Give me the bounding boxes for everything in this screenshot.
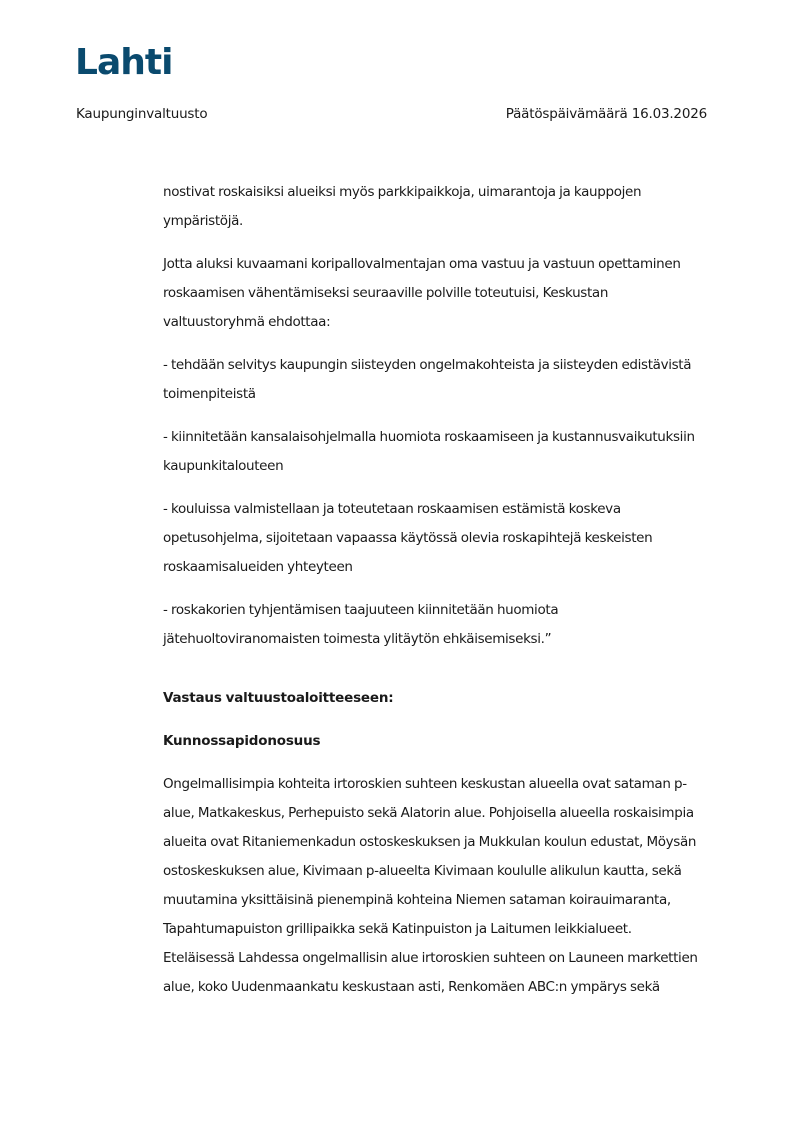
proposal-item-1 xyxy=(163,351,723,409)
response-heading: Vastaus valtuustoaloitteeseen: xyxy=(163,690,394,706)
text-line: jätehuoltoviranomaisten toimesta ylitäytön ehkäisemiseksi.” xyxy=(163,631,552,647)
text-line: valtuustoryhmä ehdottaa: xyxy=(163,314,331,330)
organ-name: Kaupunginvaltuusto xyxy=(76,106,208,122)
text-line: alue, koko Uudenmaankatu keskustaan asti, Renkomäen ABC:n ympärys sekä xyxy=(163,979,660,995)
lahti-logo: Lahti xyxy=(75,42,173,83)
text-line: Jotta aluksi kuvaamani koripallovalmentajan oma vastuu ja vastuun opettaminen xyxy=(163,256,681,272)
text-line: alue, Matkakeskus, Perhepuisto sekä Alatorin alue. Pohjoisella alueella roskaisimpia xyxy=(163,805,694,821)
subheading: Kunnossapidonosuus xyxy=(163,733,321,749)
paragraph-intro xyxy=(163,178,723,236)
text-line: kaupunkitalouteen xyxy=(163,458,284,474)
text-line: opetusohjelma, sijoitetaan vapaassa käytössä olevia roskapihtejä keskeisten xyxy=(163,530,653,546)
text-line: nostivat roskaisiksi alueiksi myös parkkipaikkoja, uimarantoja ja kauppojen xyxy=(163,184,642,200)
document-body xyxy=(163,178,723,1016)
text-line: - tehdään selvitys kaupungin siisteyden ongelmakohteista ja siisteyden edistävistä xyxy=(163,357,692,373)
text-line: - kouluissa valmistellaan ja toteutetaan roskaamisen estämistä koskeva xyxy=(163,501,621,517)
text-line: - kiinnitetään kansalaisohjelmalla huomiota roskaamiseen ja kustannusvaikutuksiin xyxy=(163,429,695,445)
text-line: toimenpiteistä xyxy=(163,386,256,402)
text-line: roskaamisen vähentämiseksi seuraaville polville toteutuisi, Keskustan xyxy=(163,285,609,301)
decision-date: Päätöspäivämäärä 16.03.2026 xyxy=(505,106,707,122)
paragraph-proposal xyxy=(163,250,723,337)
proposal-item-4 xyxy=(163,596,723,654)
text-line: alueita ovat Ritaniemenkadun ostoskeskuksen ja Mukkulan koulun edustat, Möysän xyxy=(163,834,697,850)
text-line: muutamina yksittäisinä pienempinä kohteina Niemen sataman koirauimaranta, xyxy=(163,892,671,908)
text-line: Ongelmallisimpia kohteita irtoroskien suhteen keskustan alueella ovat sataman p- xyxy=(163,776,687,792)
text-line: roskaamisalueiden yhteyteen xyxy=(163,559,353,575)
text-line: Tapahtumapuiston grillipaikka sekä Katinpuiston ja Laitumen leikkialueet. xyxy=(163,921,632,937)
proposal-item-3 xyxy=(163,495,723,582)
text-line: - roskakorien tyhjentämisen taajuuteen kiinnitetään huomiota xyxy=(163,602,559,618)
proposal-item-2 xyxy=(163,423,723,481)
text-line: ostoskeskuksen alue, Kivimaan p-alueelta Kivimaan koululle alikulun kautta, sekä xyxy=(163,863,682,879)
text-line: ympäristöjä. xyxy=(163,213,243,229)
paragraph-response xyxy=(163,770,723,1002)
text-line: Eteläisessä Lahdessa ongelmallisin alue irtoroskien suhteen on Launeen markettien xyxy=(163,950,698,966)
